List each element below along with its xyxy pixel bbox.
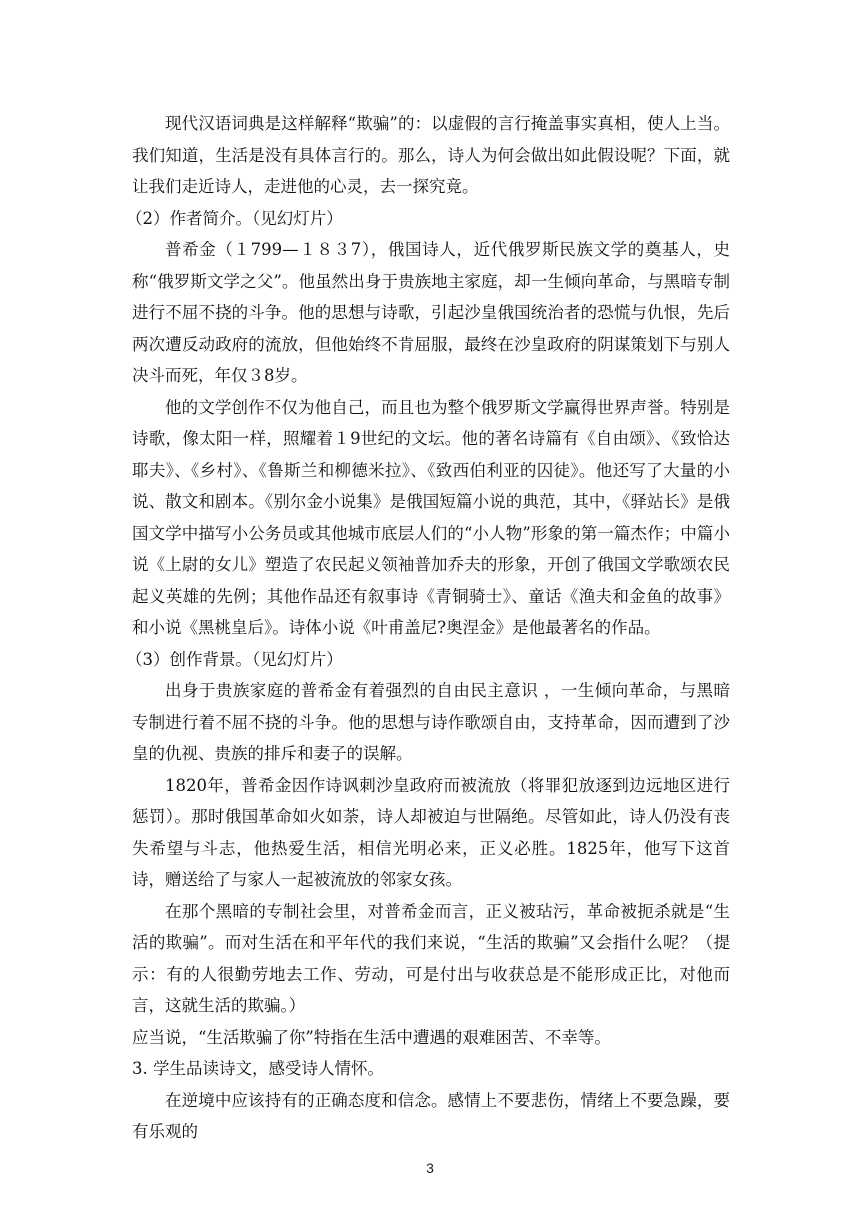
paragraph-pushkin-works: 他的文学创作不仅为他自己，而且也为整个俄罗斯文学赢得世界声誉。特别是诗歌，像太阳一样，照耀着１9世纪的文坛。他的著名诗篇有《自由颂》、《致恰达耶夫》、《乡村》、《鲁斯兰和柳德米拉》、《致西伯利亚的囚徒》。他还写了大量的小说、散文和剧本。《别尔金小说集》是俄国短篇小说的典范，其中，《驿站长》是俄国文学中描写小公务员或其他城市底层人们的“小人物”形象的第一篇杰作；中篇小说《上尉的女儿》塑造了农民起义领袖普加乔夫的形象，开创了俄国文学歌颂农民起义英雄的先例；其他作品还有叙事诗《青铜骑士》、童话《渔夫和金鱼的故事》和小说《黑桃皇后》。诗体小说《叶甫盖尼?奥涅金》是他最著名的作品。	[132, 397, 730, 637]
page-number: 3	[426, 1160, 434, 1176]
paragraph-dictionary-definition: 现代汉语词典是这样解释“欺骗”的：以虚假的言行掩盖事实真相，使人上当。我们知道，生活是没有具体言行的。那么，诗人为何会做出如此假设呢？下面，就让我们走近诗人，走进他的心灵，去一探究竟。	[132, 114, 730, 196]
paragraph-life-deception: 在那个黑暗的专制社会里，对普希金而言，正义被玷污，革命被扼杀就是“生活的欺骗”。而对生活在和平年代的我们来说，“生活的欺骗”又会指什么呢？（提示：有的人很勤劳地去工作、劳动，可是付出与收获总是不能形成正比，对他而言，这就生活的欺骗。）	[132, 901, 730, 1015]
paragraph-background-exile: 1820年，普希金因作诗讽刺沙皇政府而被流放（将罪犯放逐到边远地区进行惩罚）。那时俄国革命如火如荼，诗人却被迫与世隔绝。尽管如此，诗人仍没有丧失希望与斗志，他热爱生活，相信光明必来，正义必胜。1825年，他写下这首诗，赠送给了与家人一起被流放的邻家女孩。	[132, 775, 730, 889]
heading-creative-background: （3）创作背景。（见幻灯片）	[126, 649, 343, 669]
paragraph-pushkin-bio: 普希金（１799—１８３7），俄国诗人，近代俄罗斯民族文学的奠基人，史称“俄罗斯文学之父”。他虽然出身于贵族地主家庭，却一生倾向革命，与黑暗专制进行不屈不挠的斗争。他的思想与诗歌，引起沙皇俄国统治者的恐慌与仇恨，先后两次遭反动政府的流放，但他始终不肯屈服，最终在沙皇政府的阴谋策划下与别人决斗而死，年仅３8岁。	[132, 240, 730, 385]
paragraph-life-deception-summary: 应当说，“生活欺骗了你”特指在生活中遭遇的艰难困苦、不幸等。	[132, 1027, 611, 1047]
heading-author-intro: （2）作者简介。（见幻灯片）	[126, 208, 343, 228]
document-body	[126, 108, 730, 1148]
heading-student-reading: 3. 学生品读诗文，感受诗人情怀。	[132, 1059, 384, 1078]
paragraph-background-noble-family: 出身于贵族家庭的普希金有着强烈的自由民主意识 ，一生倾向革命，与黑暗专制进行着不屈不挠的斗争。他的思想与诗作歌颂自由，支持革命，因而遭到了沙皇的仇视、贵族的排斥和妻子的误解。	[132, 681, 730, 763]
paragraph-attitude-adversity: 在逆境中应该持有的正确态度和信念。感情上不要悲伤，情绪上不要急躁，要有乐观的	[132, 1090, 730, 1141]
